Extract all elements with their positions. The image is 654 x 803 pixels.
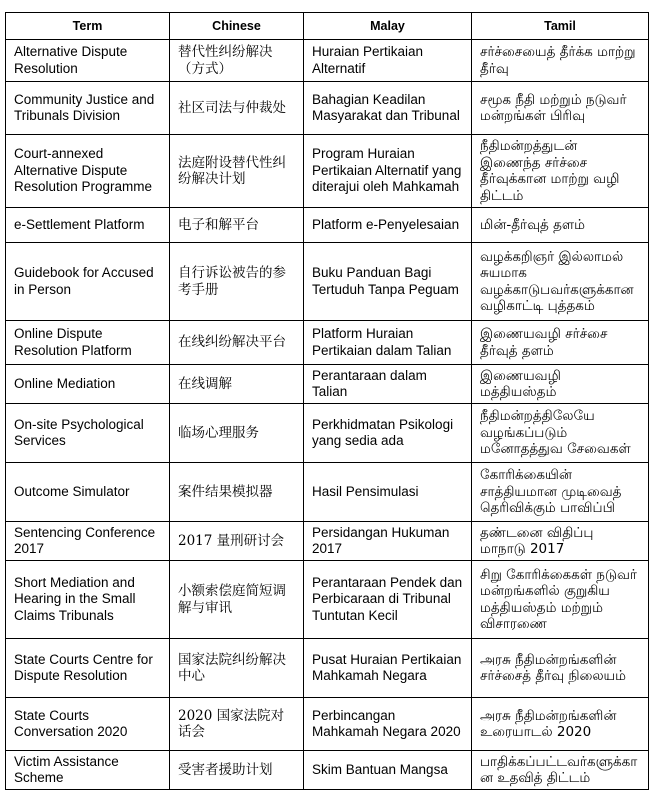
malay-cell: Program Huraian Pertikaian Alternatif yang diterajui oleh Mahkamah (304, 135, 472, 208)
malay-cell: Perantaraan dalam Talian (304, 365, 472, 404)
term-cell: Short Mediation and Hearing in the Small Claims Tribunals (6, 561, 170, 639)
term-cell: State Courts Centre for Dispute Resolution (6, 639, 170, 698)
tamil-cell: மின்-தீர்வுத் தளம் (472, 208, 649, 243)
table-row (6, 40, 649, 82)
malay-cell: Platform e-Penyelesaian (304, 208, 472, 243)
tamil-cell: கோரிக்கையின் சாத்தியமான முடிவைத் தெரிவிக்கும் பாவிப்பி (472, 463, 649, 522)
chinese-cell: 临场心理服务 (170, 404, 304, 463)
chinese-cell: 国家法院纠纷解决中心 (170, 639, 304, 698)
malay-cell: Skim Bantuan Mangsa (304, 751, 472, 790)
malay-cell: Huraian Pertikaian Alternatif (304, 40, 472, 82)
chinese-cell: 2020 国家法院对话会 (170, 698, 304, 751)
chinese-cell: 法庭附设替代性纠纷解决计划 (170, 135, 304, 208)
term-cell: e-Settlement Platform (6, 208, 170, 243)
chinese-cell: 替代性纠纷解决（方式） (170, 40, 304, 82)
table-row (6, 365, 649, 404)
header-term: Term (6, 13, 170, 40)
tamil-cell: வழக்கறிஞர் இல்லாமல் சுயமாக வழக்காடுபவர்களுக்கான வழிகாட்டி புத்தகம் (472, 243, 649, 321)
chinese-cell: 在线调解 (170, 365, 304, 404)
header-row (6, 13, 649, 40)
term-cell: Outcome Simulator (6, 463, 170, 522)
malay-cell: Perantaraan Pendek dan Perbicaraan di Tribunal Tuntutan Kecil (304, 561, 472, 639)
tamil-cell: நீதிமன்றத்திலேயே வழங்கப்படும் மனோதத்துவ சேவைகள் (472, 404, 649, 463)
malay-cell: Perbincangan Mahkamah Negara 2020 (304, 698, 472, 751)
tamil-cell: தண்டனை விதிப்பு மாநாடு 2017 (472, 522, 649, 561)
tamil-cell: பாதிக்கப்பட்டவர்களுக்கான உதவித் திட்டம் (472, 751, 649, 790)
tamil-cell: அரசு நீதிமன்றங்களின் உரையாடல் 2020 (472, 698, 649, 751)
term-cell: On-site Psychological Services (6, 404, 170, 463)
chinese-cell: 案件结果模拟器 (170, 463, 304, 522)
malay-cell: Platform Huraian Pertikaian dalam Talian (304, 321, 472, 365)
table-row (6, 522, 649, 561)
tamil-cell: சிறு கோரிக்கைகள் நடுவர் மன்றங்களில் குறுகிய மத்தியஸ்தம் மற்றும் விசாரணை (472, 561, 649, 639)
header-malay: Malay (304, 13, 472, 40)
tamil-cell: இணையவழி மத்தியஸ்தம் (472, 365, 649, 404)
chinese-cell: 在线纠纷解决平台 (170, 321, 304, 365)
chinese-cell: 2017 量刑研讨会 (170, 522, 304, 561)
table-row (6, 463, 649, 522)
malay-cell: Bahagian Keadilan Masyarakat dan Tribunal (304, 82, 472, 135)
term-cell: Community Justice and Tribunals Division (6, 82, 170, 135)
table-row (6, 82, 649, 135)
term-cell: Court-annexed Alternative Dispute Resolution Programme (6, 135, 170, 208)
table-row (6, 404, 649, 463)
malay-cell: Pusat Huraian Pertikaian Mahkamah Negara (304, 639, 472, 698)
tamil-cell: அரசு நீதிமன்றங்களின் சர்ச்சைத் தீர்வு நிலையம் (472, 639, 649, 698)
header-tamil: Tamil (472, 13, 649, 40)
table-row (6, 751, 649, 790)
table-row (6, 561, 649, 639)
chinese-cell: 自行诉讼被告的参考手册 (170, 243, 304, 321)
table-row (6, 243, 649, 321)
table-row (6, 698, 649, 751)
term-cell: Victim Assistance Scheme (6, 751, 170, 790)
table-row (6, 208, 649, 243)
term-cell: Online Dispute Resolution Platform (6, 321, 170, 365)
term-cell: Online Mediation (6, 365, 170, 404)
table-row (6, 321, 649, 365)
term-cell: State Courts Conversation 2020 (6, 698, 170, 751)
table-row (6, 639, 649, 698)
chinese-cell: 受害者援助计划 (170, 751, 304, 790)
glossary-table (5, 12, 649, 790)
header-chinese: Chinese (170, 13, 304, 40)
malay-cell: Buku Panduan Bagi Tertuduh Tanpa Peguam (304, 243, 472, 321)
chinese-cell: 电子和解平台 (170, 208, 304, 243)
tamil-cell: சமூக நீதி மற்றும் நடுவர் மன்றங்கள் பிரிவு (472, 82, 649, 135)
tamil-cell: இணையவழி சர்ச்சை தீர்வுத் தளம் (472, 321, 649, 365)
malay-cell: Perkhidmatan Psikologi yang sedia ada (304, 404, 472, 463)
chinese-cell: 小额索偿庭简短调解与审讯 (170, 561, 304, 639)
table-row (6, 135, 649, 208)
tamil-cell: சர்ச்சையைத் தீர்க்க மாற்று தீர்வு (472, 40, 649, 82)
term-cell: Alternative Dispute Resolution (6, 40, 170, 82)
chinese-cell: 社区司法与仲裁处 (170, 82, 304, 135)
tamil-cell: நீதிமன்றத்துடன் இணைந்த சர்ச்சை தீர்வுக்கான மாற்று வழி திட்டம் (472, 135, 649, 208)
malay-cell: Persidangan Hukuman 2017 (304, 522, 472, 561)
malay-cell: Hasil Pensimulasi (304, 463, 472, 522)
term-cell: Guidebook for Accused in Person (6, 243, 170, 321)
term-cell: Sentencing Conference 2017 (6, 522, 170, 561)
